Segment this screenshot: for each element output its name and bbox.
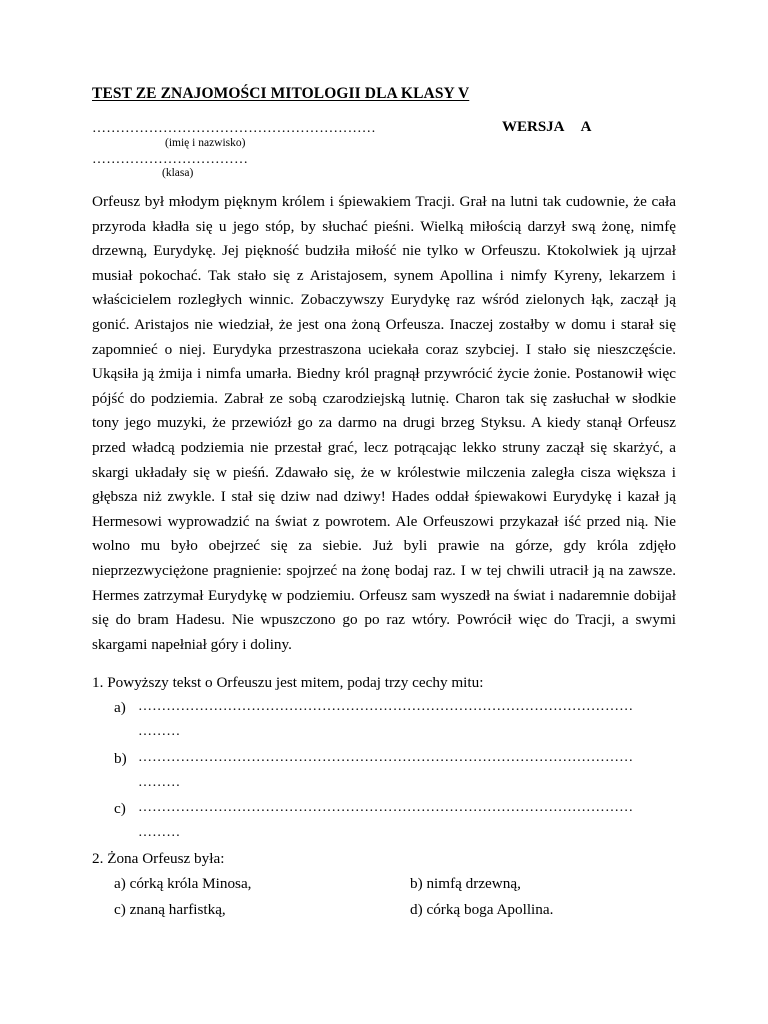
answer-b-line-cont[interactable]: ……… (138, 775, 181, 790)
option-a[interactable]: a) córką króla Minosa, (114, 875, 252, 892)
myth-text: Orfeusz był młodym pięknym królem i śpiewakiem Tracji. Grał na lutni tak cudownie, że cała przyroda kładła się u jego stóp, by słuchać pieśni. Wielką miłością darzył swą żonę, nimfę drzewną, Eurydykę. Jej piękność budziła miłość nie tylko w Orfeuszu. Ktokolwiek ją ujrzał musiał pokochać. Tak stało się z Aristajosem, synem Apollina i nimfy Kyreny, lekarzem i właścicielem rozległych winnic. Zobaczywszy Eurydykę raz wśród zielonych łąk, zaczął ją gonić. Aristajos nie wiedział, że jest ona żoną Orfeusza. Inaczej zostałby w domu i starał się zapomnieć o niej. Eurydyka przestraszona uciekała coraz szybciej. I stało się nieszczęście. Ukąsiła ją żmija i nimfa umarła. Biedny król pragnął przywrócić życie żonie. Postanowił więc pójść do podziemia. Zabrał ze sobą czarodziejską lutnię. Charon tak się zasłuchał w słodkie tony jego muzyki, że przewiózł go za darmo na drugi brzeg Styksu. A kiedy stanął Orfeusz przed władcą podziemia nie przestał grać, lecz potrącając lekko struny zaczął się skarżyć, a skargi układały się w pieśń. Zdawało się, że w królestwie milczenia zaległa cisza większa i głębsza niż zwykle. I stał się dziw nad dziwy! Hades oddał śpiewakowi Eurydykę i kazał ją Hermesowi wyprowadzić na świat z powrotem. Ale Orfeuszowi przykazał iść przed nią. Nie wolno mu było obejrzeć się za siebie. Już byli prawie na górze, gdy króla zdjęło nieprzezwyciężone pragnienie: spojrzeć na żonę bodaj raz. I w tej chwili utracił ją na zawsze. Hermes zatrzymał Eurydykę w podziemiu. Orfeusz sam wyszedł na świat i nadaremnie dobijał się do bram Hadesu. Nie wpuszczono go po raz wtóry. Powrócił więc do Tracji, a swymi skargami napełniał góry i doliny. (92, 193, 676, 653)
answer-b-label: b) (114, 750, 127, 767)
question-2-prompt: 2. Żona Orfeusz była: (92, 850, 225, 867)
answer-a-label: a) (114, 699, 126, 716)
question-1-prompt: 1. Powyższy tekst o Orfeuszu jest mitem, podaj trzy cechy mitu: (92, 674, 484, 691)
answer-b-line[interactable]: …………………………………………………………………………………………… (138, 750, 634, 765)
class-field-caption: (klasa) (162, 167, 194, 179)
answer-c-label: c) (114, 800, 126, 817)
option-d[interactable]: d) córką boga Apollina. (410, 901, 554, 918)
name-field-caption: (imię i nazwisko) (165, 137, 246, 149)
option-b[interactable]: b) nimfą drzewną, (410, 875, 521, 892)
answer-c-line[interactable]: …………………………………………………………………………………………… (138, 800, 634, 815)
version-label: WERSJA A (502, 119, 592, 135)
answer-a-line-cont[interactable]: ……… (138, 724, 181, 739)
option-c[interactable]: c) znaną harfistką, (114, 901, 226, 918)
class-field-dots[interactable]: …………………………… (92, 152, 249, 167)
answer-c-line-cont[interactable]: ……… (138, 825, 181, 840)
name-field-dots[interactable]: …………………………………………………… (92, 121, 376, 136)
page-title: TEST ZE ZNAJOMOŚCI MITOLOGII DLA KLASY V (92, 85, 470, 102)
answer-a-line[interactable]: …………………………………………………………………………………………… (138, 699, 634, 714)
